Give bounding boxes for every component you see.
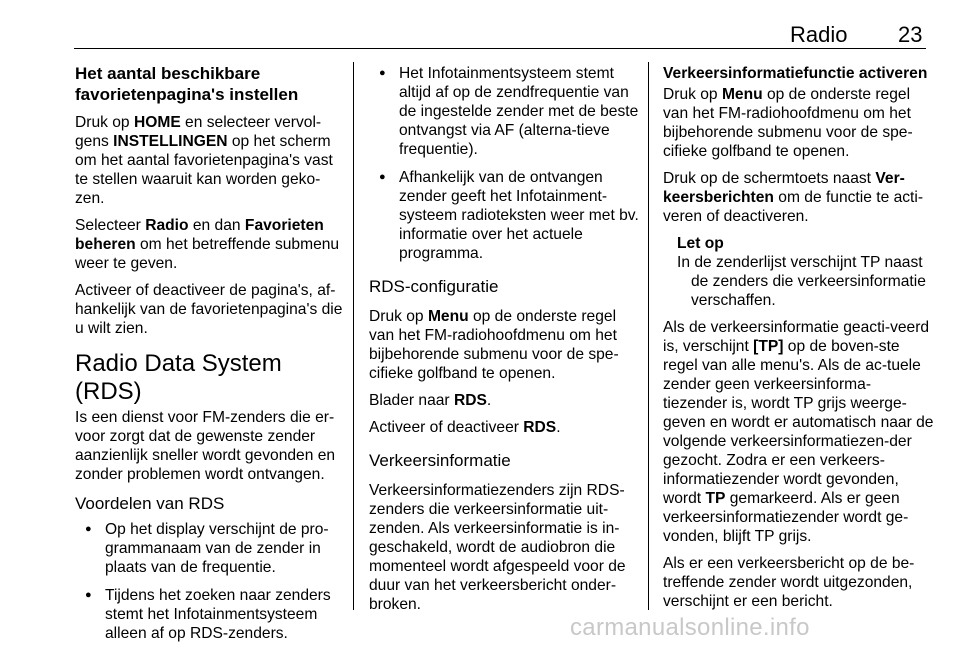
bullet-list xyxy=(75,520,347,643)
section-heading: Het aantal beschikbare favorietenpagina's instellen xyxy=(75,64,299,104)
note-title: Let op xyxy=(677,235,724,252)
note-box xyxy=(677,234,935,310)
list-item: ● Op het display verschijnt de pro-grammanaam van de zender in plaats van de frequentie. xyxy=(75,520,347,577)
paragraph: Druk op Menu op de onderste regel van het FM-radiohoofdmenu om het bijbehorende submenu voor de spe-cifieke golfband te openen. xyxy=(369,308,619,382)
page-title: Radio xyxy=(790,22,848,47)
column-divider xyxy=(353,62,354,610)
paragraph: Selecteer Radio en dan Favorieten beheren om het betreffende submenu weer te geven. xyxy=(75,217,340,272)
paragraph: Als er een verkeersbericht op de be-treffende zender wordt uitgezonden, verschijnt er een bericht. xyxy=(663,555,915,610)
paragraph: Is een dienst voor FM-zenders die er-voor zorgt dat de gewenste zender aanzienlijk sneller wordt gevonden en zonder problemen wordt ontvangen. xyxy=(75,409,336,483)
page-number: 23 xyxy=(898,22,923,47)
paragraph: Blader naar RDS. xyxy=(369,392,492,409)
paragraph: Druk op de schermtoets naast Ver-keersberichten om de functie te acti-veren of deactiveren. xyxy=(663,170,924,225)
column-2 xyxy=(369,64,641,622)
list-item: ● Tijdens het zoeken naar zenders stemt het Infotainmentsysteem alleen af op RDS-zenders. xyxy=(75,586,347,643)
subsection-heading: Voordelen van RDS xyxy=(75,494,225,513)
column-3 xyxy=(663,64,935,619)
column-divider xyxy=(648,62,649,610)
note-body: In de zenderlijst verschijnt TP naast de zenders die verkeersinformatie verschaffen. xyxy=(677,254,926,309)
list-item: ● Het Infotainmentsysteem stemt altijd af op de zendfrequentie van de ingestelde zender met de beste ontvangst via AF (alterna-tieve frequentie). xyxy=(369,64,641,159)
bullet-list xyxy=(369,64,641,263)
paragraph: Druk op HOME en selecteer vervol-gens INSTELLINGEN op het scherm om het aantal favorietenpagina's vast te stellen waaruit kan worden geko-zen. xyxy=(75,114,333,207)
chapter-heading: Radio Data System (RDS) xyxy=(75,350,282,405)
section-heading: Verkeersinformatie xyxy=(369,451,511,470)
paragraph: Activeer of deactiveer RDS. xyxy=(369,419,561,436)
paragraph: Activeer of deactiveer de pagina's, af-hankelijk van de favorietenpagina's die u wilt zien. xyxy=(75,282,343,337)
paragraph: Als de verkeersinformatie geacti-veerd is, verschijnt [TP] op de boven-ste regel van alle menu's. Als de ac-tuele zender geen verkeersinforma-tiezender is, wordt TP grijs weerge-geven en wordt er automatisch naar de volgende verkeersinformatiezen-der gezocht. Zodra er een verkeers-informatiezender wordt gevonden, wordt TP gemarkeerd. Als er geen verkeersinformatiezender wordt ge-vonden, blijft TP grijs. xyxy=(663,319,934,545)
paragraph: Verkeersinformatiezenders zijn RDS-zenders die verkeersinformatie uit-zenden. Als verkeersinformatie is in-geschakeld, wordt de audiobron die momenteel wordt afgespeeld voor de duur van het verkeersbericht onder-broken. xyxy=(369,482,626,613)
column-1 xyxy=(75,64,347,652)
list-item: ● Afhankelijk van de ontvangen zender geeft het Infotainment-systeem radioteksten weer met bv. informatie over het actuele programma. xyxy=(369,168,641,263)
subsection-heading: Verkeersinformatiefunctie activeren xyxy=(663,65,928,82)
section-heading: RDS-configuratie xyxy=(369,277,499,296)
watermark: carmanualsonline.info xyxy=(570,614,810,641)
header-rule xyxy=(74,48,926,49)
paragraph: Druk op Menu op de onderste regel van het FM-radiohoofdmenu om het bijbehorende submenu voor de spe-cifieke golfband te openen. xyxy=(663,86,913,160)
